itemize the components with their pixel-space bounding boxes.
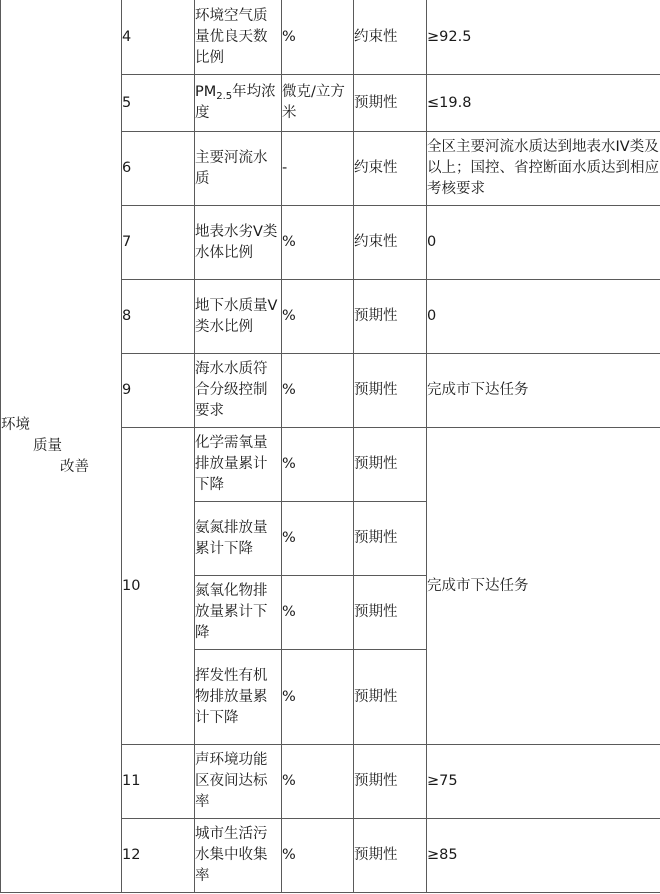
indicator-name — [195, 75, 282, 132]
nature-cell: 约束性 — [354, 0, 427, 75]
indicator-name-subscript: 2.5 — [216, 91, 233, 102]
indicator-name: 主要河流水质 — [195, 132, 282, 206]
indicator-name: 氨氮排放量累计下降 — [195, 502, 282, 576]
indicator-name: 声环境功能区夜间达标率 — [195, 745, 282, 819]
indicator-name: 氮氧化物排放量累计下降 — [195, 576, 282, 650]
unit-cell: % — [282, 576, 354, 650]
indicator-name: 环境空气质量优良天数比例 — [195, 0, 282, 75]
unit-cell: % — [282, 650, 354, 745]
indicator-name: 海水水质符合分级控制要求 — [195, 354, 282, 428]
target-cell: ≥92.5 — [427, 0, 660, 75]
indicator-name-prefix: PM — [195, 84, 217, 100]
row-number: 4 — [122, 0, 195, 75]
indicator-name: 城市生活污水集中收集率 — [195, 819, 282, 893]
unit-cell: % — [282, 0, 354, 75]
target-cell: ≥85 — [427, 819, 660, 893]
unit-cell: % — [282, 354, 354, 428]
row-number: 6 — [122, 132, 195, 206]
category-line-1: 环境 — [1, 416, 30, 433]
nature-cell: 预期性 — [354, 745, 427, 819]
row-number: 12 — [122, 819, 195, 893]
indicator-name: 地表水劣V类水体比例 — [195, 206, 282, 280]
table-row — [1, 0, 660, 75]
target-cell: ≥75 — [427, 745, 660, 819]
target-cell: 0 — [427, 206, 660, 280]
row-number: 8 — [122, 280, 195, 354]
nature-cell: 预期性 — [354, 75, 427, 132]
row-number: 5 — [122, 75, 195, 132]
target-cell: 完成市下达任务 — [427, 354, 660, 428]
unit-cell: % — [282, 745, 354, 819]
nature-cell: 预期性 — [354, 576, 427, 650]
row-number: 11 — [122, 745, 195, 819]
unit-cell: % — [282, 280, 354, 354]
category-line-3: 改善 — [60, 458, 89, 475]
target-cell: ≤19.8 — [427, 75, 660, 132]
unit-cell: % — [282, 819, 354, 893]
indicator-name: 地下水质量V类水比例 — [195, 280, 282, 354]
unit-cell: - — [282, 132, 354, 206]
nature-cell: 预期性 — [354, 502, 427, 576]
nature-cell: 预期性 — [354, 428, 427, 502]
category-line-2: 质量 — [33, 437, 62, 454]
target-cell: 全区主要河流水质达到地表水IV类及以上；国控、省控断面水质达到相应考核要求 — [427, 132, 660, 206]
indicator-name-suffix: 年均浓度 — [195, 84, 276, 121]
nature-cell: 预期性 — [354, 354, 427, 428]
indicator-name: 化学需氧量排放量累计下降 — [195, 428, 282, 502]
unit-cell: % — [282, 206, 354, 280]
nature-cell: 约束性 — [354, 206, 427, 280]
nature-cell: 预期性 — [354, 819, 427, 893]
unit-cell: 微克/立方米 — [282, 75, 354, 132]
row-number: 10 — [122, 428, 195, 745]
nature-cell: 预期性 — [354, 650, 427, 745]
row-number: 7 — [122, 206, 195, 280]
nature-cell: 约束性 — [354, 132, 427, 206]
row-number: 9 — [122, 354, 195, 428]
nature-cell: 预期性 — [354, 280, 427, 354]
target-cell: 完成市下达任务 — [427, 428, 660, 745]
unit-cell: % — [282, 428, 354, 502]
indicator-name: 挥发性有机物排放量累计下降 — [195, 650, 282, 745]
target-cell: 0 — [427, 280, 660, 354]
unit-cell: % — [282, 502, 354, 576]
category-cell — [1, 0, 122, 893]
